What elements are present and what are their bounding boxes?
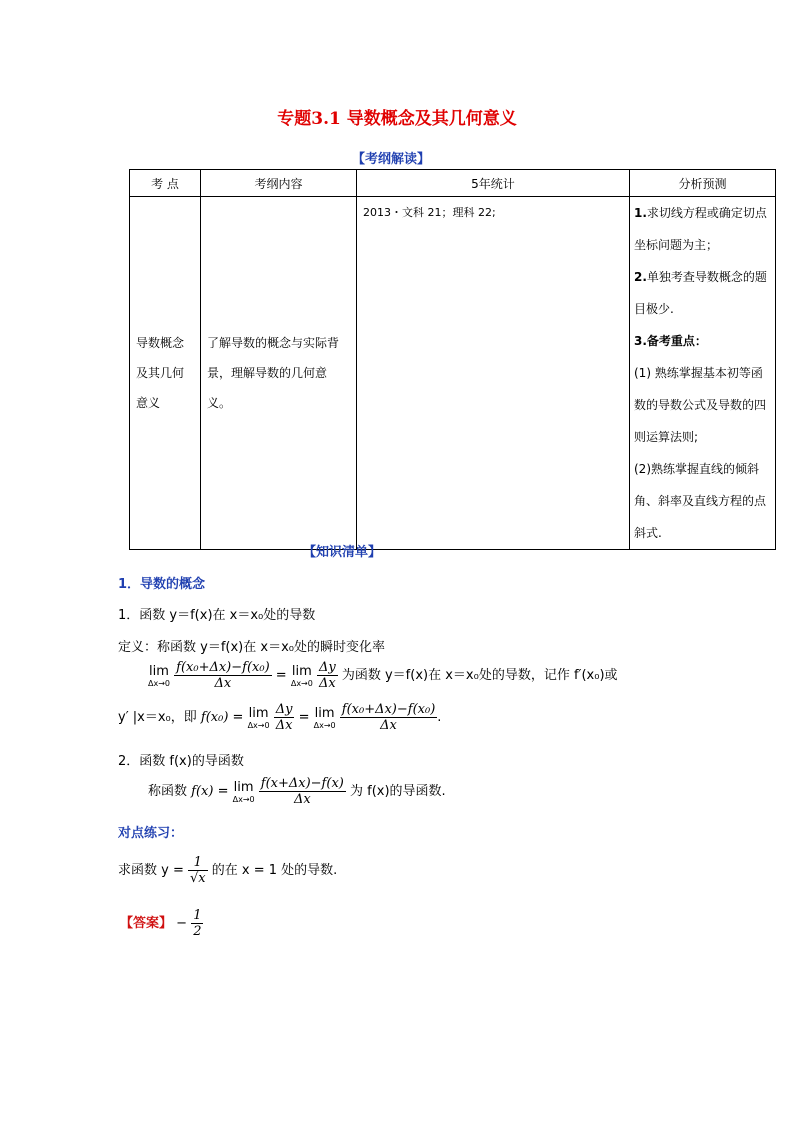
header-stats: 5年统计 <box>357 170 630 197</box>
knowledge-line-2: 定义：称函数 y＝f(x)在 x＝x₀处的瞬时变化率 <box>118 640 385 655</box>
section-heading-knowledge: 【知识清单】 <box>303 545 382 560</box>
header-content: 考纲内容 <box>201 170 357 197</box>
practice-heading: 对点练习： <box>118 826 184 841</box>
page-title: 专题3.1 导数概念及其几何意义 <box>277 109 517 129</box>
point-text: 导数概念及其几何意义 <box>136 336 185 410</box>
knowledge-line-1: 1．函数 y＝f(x)在 x＝x₀处的导数 <box>118 608 316 623</box>
cell-content <box>201 197 357 550</box>
syllabus-table <box>129 169 776 550</box>
knowledge-line-5: 2．函数 f(x)的导函数 <box>118 754 244 769</box>
one-over-sqrt-x: $\frac{1}{√x}$ <box>190 855 206 886</box>
cell-stats <box>357 197 630 550</box>
stats-text: 2013・文科 21；理科 22; <box>363 206 496 219</box>
prediction-item-3: 3.备考重点： <box>634 334 707 348</box>
cell-point <box>130 197 201 550</box>
lim-operator: lim Δx→0 <box>148 663 170 688</box>
prediction-item-4: (1) 熟练掌握基本初等函数的导数公式及导数的四则运算法则; <box>634 366 767 444</box>
prediction-item-2: 2.单独考查导数概念的题目极少. <box>634 270 767 316</box>
definition-formula-2: y′ |x＝x₀，即 f(x₀) = lim Δx→0 $\frac{\Delta y}{\Delta x}$ = lim Δx→0 $\frac{\text{f(x₀+Δx)−f(x₀)}}{\Delta x}$ . <box>118 702 442 733</box>
knowledge-heading-1: 1．导数的概念 <box>118 577 206 592</box>
prediction-item-5: (2)熟练掌握直线的倾斜角、斜率及直线方程的点斜式. <box>634 462 767 540</box>
section-heading-syllabus: 【考纲解读】 <box>352 152 431 167</box>
difference-quotient: $\frac{\text{f(x₀+Δx)−f(x₀)}}{\Delta x}$ <box>176 660 270 691</box>
answer-label: 【答案】 <box>120 916 173 931</box>
header-point: 考 点 <box>130 170 201 197</box>
definition-text: 为函数 y＝f(x)在 x＝x₀处的导数，记作 f′(x₀)或 <box>341 668 618 683</box>
table-row <box>130 197 776 550</box>
derivative-function-formula: 称函数 f(x) = lim Δx→0 $\frac{f(x+\Delta x)-f(x)}{\Delta x}$ 为 f(x)的导函数. <box>148 776 446 807</box>
prediction-item-1: 1.求切线方程或确定切点坐标问题为主； <box>634 206 767 252</box>
answer-fraction: $\frac{1}{2}$ <box>193 908 202 939</box>
cell-prediction <box>630 197 776 550</box>
dy-dx-fraction: $\frac{\Delta y}{\Delta x}$ <box>318 660 336 691</box>
content-text: 了解导数的概念与实际背景，理解导数的几何意义。 <box>207 336 340 410</box>
header-prediction: 分析预测 <box>630 170 776 197</box>
definition-formula: lim Δx→0 $\frac{\text{f(x₀+Δx)−f(x₀)}}{\Delta x}$ = lim Δx→0 $\frac{\Delta y}{\Delta x}$ 为函数 y＝f(x)在 x＝x₀处的导数，记作 f′(x₀)或 <box>148 660 618 691</box>
table-header-row <box>130 170 776 197</box>
practice-question: 求函数 y = $\frac{1}{√x}$ 的在 x = 1 处的导数. <box>118 855 338 886</box>
answer-sign: − <box>176 916 188 931</box>
answer-line <box>120 908 203 939</box>
